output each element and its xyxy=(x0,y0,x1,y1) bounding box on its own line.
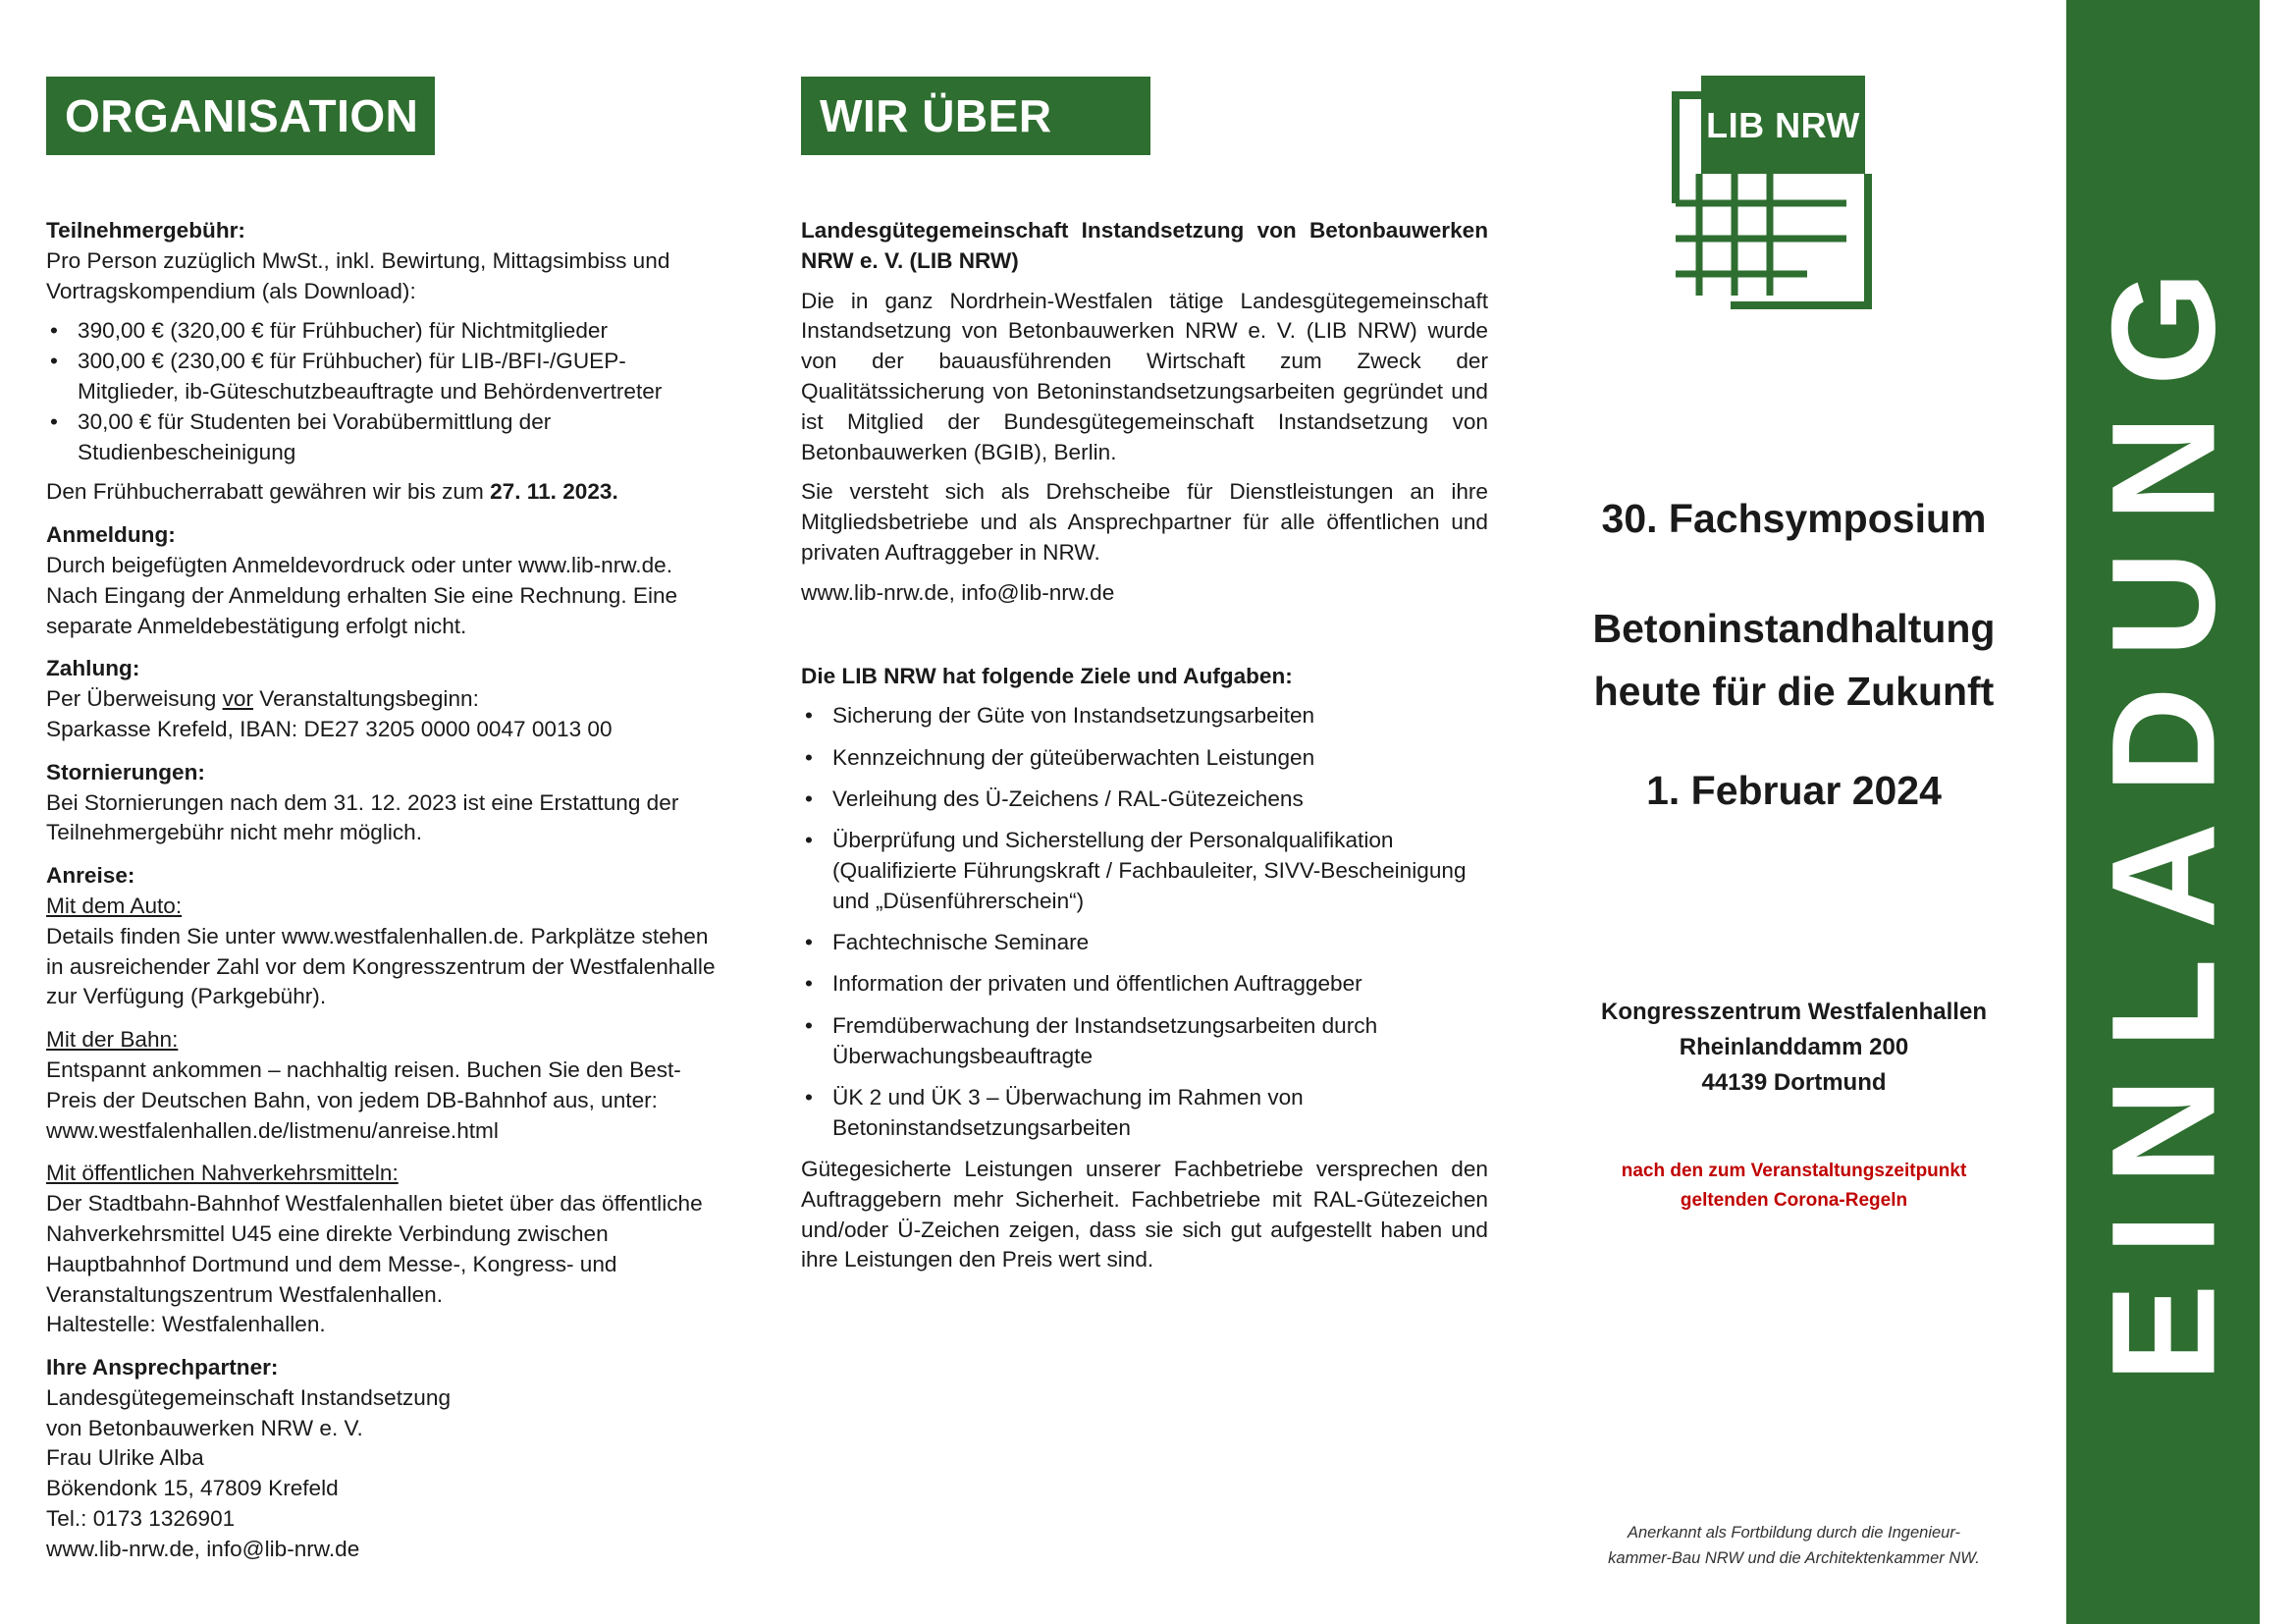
venue-line: Rheinlanddamm 200 xyxy=(1679,1034,1909,1060)
event-subtitle-line: Betoninstandhaltung xyxy=(1592,606,1996,651)
registration-text: Durch beigefügten Anmeldevordruck oder unter www.lib-nrw.de. Nach Eingang der Anmeldung erhalten Sie eine Rechnung. Eine separate Anmeldebestätigung erfolgt nicht. xyxy=(46,552,678,638)
payment-post: Veranstaltungsbeginn: xyxy=(252,686,479,712)
registration-label: Anmeldung: xyxy=(46,522,176,548)
organisation-heading: ORGANISATION xyxy=(46,77,435,155)
contact-label: Ihre Ansprechpartner: xyxy=(46,1355,279,1380)
fee-intro: Pro Person zuzüglich MwSt., inkl. Bewirtung, Mittagsimbiss und Vortragskompendium (als Download): xyxy=(46,247,670,303)
invitation-strip xyxy=(2066,0,2260,1624)
about-org-name: Landesgütegemeinschaft Instandsetzung von Betonbauwerken NRW e. V. (LIB NRW) xyxy=(801,218,1488,273)
payment-label: Zahlung: xyxy=(46,656,140,681)
contact-line: www.lib-nrw.de, info@lib-nrw.de xyxy=(46,1536,360,1561)
fee-item: • 390,00 € (320,00 € für Frühbucher) für Nichtmitglieder xyxy=(46,316,723,347)
car-text: Details finden Sie unter www.westfalenhallen.de. Parkplätze stehen in ausreichender Zahl vor dem Kongresszentrum der Westfalenhalle zur Verfügung (Parkgebühr). xyxy=(46,923,716,1009)
contact-line: von Betonbauwerken NRW e. V. xyxy=(46,1415,363,1440)
payment-text xyxy=(46,684,723,715)
aims-item: • Kennzeichnung der güteüberwachten Leistungen xyxy=(801,743,1488,774)
aims-label: Die LIB NRW hat folgende Ziele und Aufgaben: xyxy=(801,663,1293,688)
aims-item: • ÜK 2 und ÜK 3 – Überwachung im Rahmen von Betoninstandsetzungsarbeiten xyxy=(801,1083,1488,1144)
cancel-text: Bei Stornierungen nach dem 31. 12. 2023 ist eine Erstattung der Teilnehmergebühr nicht mehr möglich. xyxy=(46,789,679,845)
cert-line: kammer-Bau NRW und die Architektenkammer NW. xyxy=(1608,1549,1980,1567)
venue-line: Kongresszentrum Westfalenhallen xyxy=(1601,999,1987,1025)
travel-label: Anreise: xyxy=(46,863,135,889)
early-bird-note xyxy=(46,477,723,508)
about-heading: WIR ÜBER UNS xyxy=(801,77,1150,155)
train-label: Mit der Bahn: xyxy=(46,1027,179,1053)
aims-item: • Information der privaten und öffentlichen Auftraggeber xyxy=(801,969,1488,1000)
invitation-label: EINLADUNG xyxy=(2080,242,2245,1382)
about-links: www.lib-nrw.de, info@lib-nrw.de xyxy=(801,579,1115,605)
about-closing: Gütegesicherte Leistungen unserer Fachbetriebe versprechen den Auftraggebern mehr Sicherheit. Fachbetriebe mit RAL-Gütezeichen und/oder Ü-Zeichen zeigen, dass sie sich gut aufgestellt haben und ihre Leistungen den Preis wert sind. xyxy=(801,1156,1488,1272)
public-transport-stop: Haltestelle: Westfalenhallen. xyxy=(46,1312,326,1337)
car-label: Mit dem Auto: xyxy=(46,893,183,918)
organisation-panel xyxy=(46,0,723,1624)
corona-line: nach den zum Veranstaltungszeitpunkt xyxy=(1621,1161,1967,1181)
contact-line: Frau Ulrike Alba xyxy=(46,1445,204,1471)
cert-line: Anerkannt als Fortbildung durch die Ingenieur- xyxy=(1627,1524,1961,1542)
event-subtitle-line: heute für die Zukunft xyxy=(1593,669,1995,714)
logo-text: LIB NRW xyxy=(1706,105,1860,145)
contact-line: Landesgütegemeinschaft Instandsetzung xyxy=(46,1384,452,1410)
about-paragraph-1: Die in ganz Nordrhein-Westfalen tätige Landesgütegemeinschaft Instandsetzung von Betonbauwerken NRW e. V. (LIB NRW) wurde von der bauausführenden Wirtschaft zum Zweck der Qualitätssicherung von Betoninstandsetzungsarbeiten gegründet und ist Mitglied der Bundesgütegemeinschaft Instandsetzung von Betonbauwerken (BGIB), Berlin. xyxy=(801,288,1488,464)
aims-item: • Verleihung des Ü-Zeichens / RAL-Gütezeichens xyxy=(801,785,1488,815)
aims-item: • Überprüfung und Sicherstellung der Personalqualifikation (Qualifizierte Führungskraft / Fachbauleiter, SIVV-Bescheinigung und „Düsenführerschein“) xyxy=(801,826,1488,916)
about-paragraph-2: Sie versteht sich als Drehscheibe für Dienstleistungen an ihre Mitgliedsbetriebe und als Ansprechpartner für alle öffentlichen und privaten Auftraggeber in NRW. xyxy=(801,479,1488,565)
train-text: Entspannt ankommen – nachhaltig reisen. Buchen Sie den Best-Preis der Deutschen Bahn, von jedem DB-Bahnhof aus, unter: www.westfalenhallen.de/listmenu/anreise.html xyxy=(46,1056,681,1143)
early-bird-date: 27. 11. 2023. xyxy=(490,479,618,505)
corona-notice xyxy=(1561,1157,2027,1216)
fee-item: • 30,00 € für Studenten bei Vorabübermittlung der Studienbescheinigung xyxy=(46,407,723,468)
payment-bank: Sparkasse Krefeld, IBAN: DE27 3205 0000 0047 0013 00 xyxy=(46,716,613,741)
event-venue xyxy=(1561,995,2027,1101)
venue-line: 44139 Dortmund xyxy=(1701,1069,1887,1096)
contact-line: Tel.: 0173 1326901 xyxy=(46,1506,236,1532)
fee-list xyxy=(46,316,723,467)
fee-item: • 300,00 € (230,00 € für Frühbucher) für LIB-/BFI-/GUEP-Mitglieder, ib-Güteschutzbeauftragte und Behördenvertreter xyxy=(46,347,723,407)
contact-line: Bökendonk 15, 47809 Krefeld xyxy=(46,1476,339,1501)
organisation-body xyxy=(46,216,723,1565)
event-subtitle xyxy=(1561,597,2027,723)
certification-note xyxy=(1561,1520,2027,1571)
public-transport-text: Der Stadtbahn-Bahnhof Westfalenhallen bietet über das öffentliche Nahverkehrsmittel U45 eine direkte Verbindung zwischen Hauptbahnhof Dortmund und dem Messe-, Kongress- und Veranstaltungszentrum Westfalenhallen. xyxy=(46,1191,703,1307)
event-date: 1. Februar 2024 xyxy=(1646,768,1942,813)
fee-label: Teilnehmergebühr: xyxy=(46,218,245,243)
about-panel xyxy=(801,0,1488,1624)
early-bird-text: Den Frühbucherrabatt gewähren wir bis zum xyxy=(46,479,491,505)
payment-pre: Per Überweisung xyxy=(46,686,223,712)
corona-line: geltenden Corona-Regeln xyxy=(1680,1190,1908,1211)
aims-item: • Fremdüberwachung der Instandsetzungsarbeiten durch Überwachungsbeauftragte xyxy=(801,1011,1488,1072)
event-title: 30. Fachsymposium xyxy=(1601,496,1987,541)
cancel-label: Stornierungen: xyxy=(46,759,205,785)
payment-vor: vor xyxy=(222,686,253,712)
aims-list xyxy=(801,701,1488,1143)
aims-item: • Fachtechnische Seminare xyxy=(801,928,1488,958)
cover-panel xyxy=(1561,0,2027,1624)
public-transport-label: Mit öffentlichen Nahverkehrsmitteln: xyxy=(46,1161,399,1186)
about-body xyxy=(801,216,1488,1275)
aims-item: • Sicherung der Güte von Instandsetzungsarbeiten xyxy=(801,701,1488,731)
